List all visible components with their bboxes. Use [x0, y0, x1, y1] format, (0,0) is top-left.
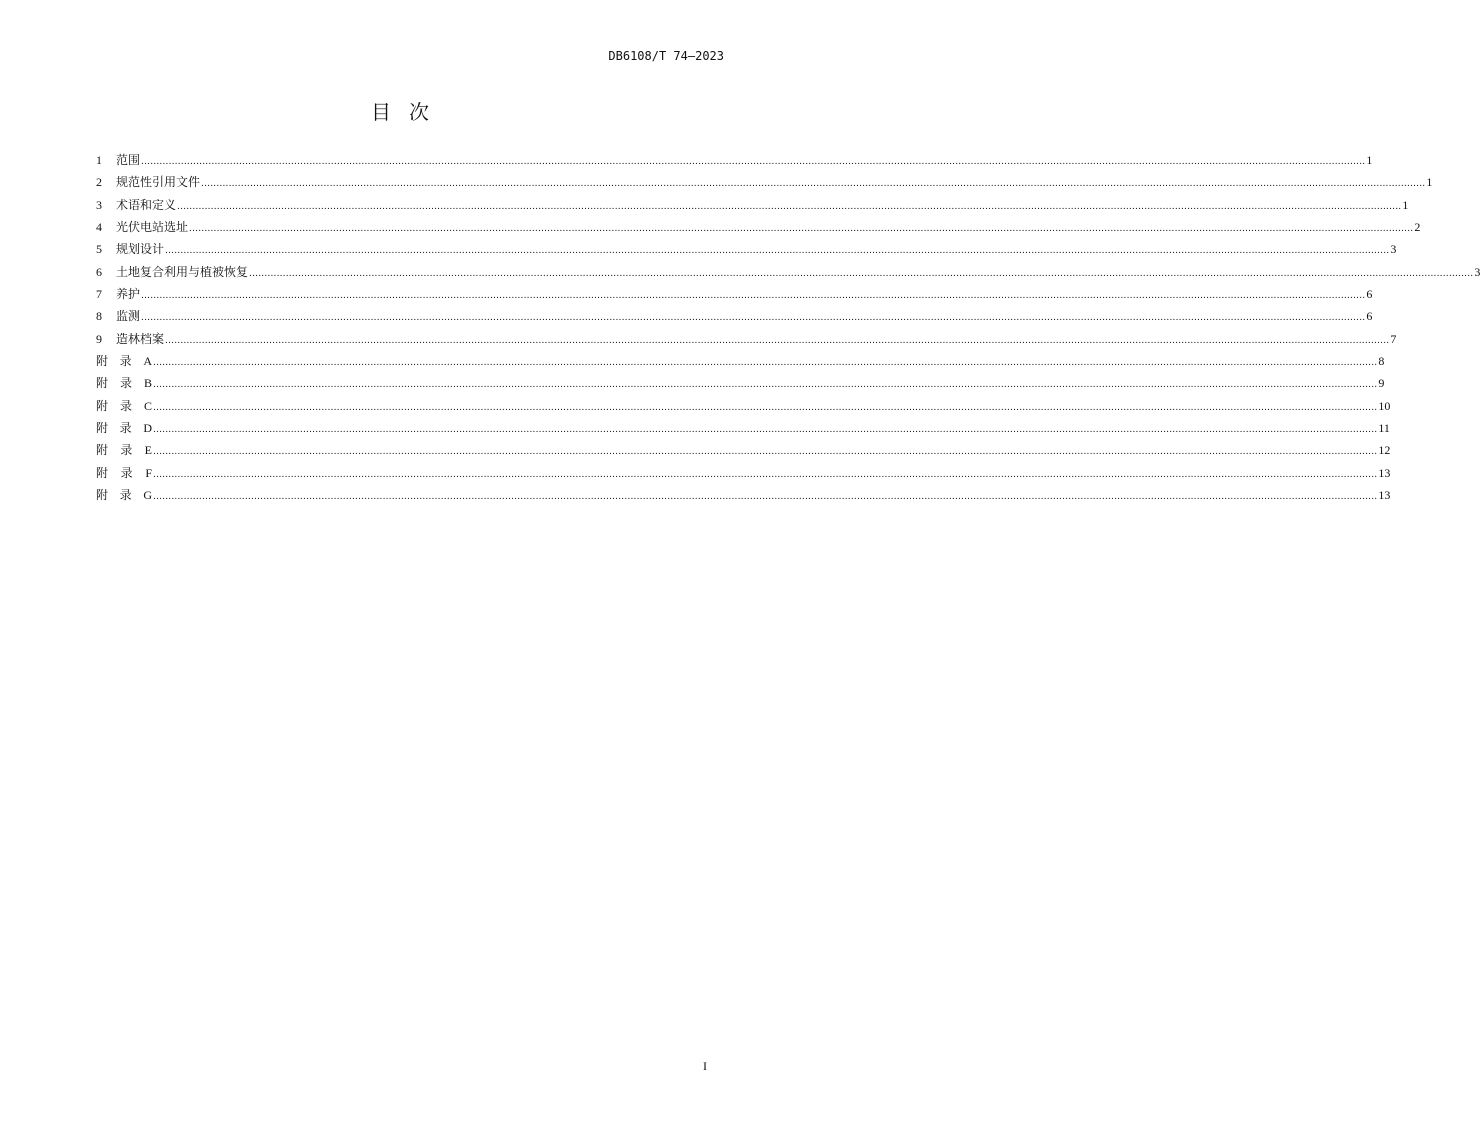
toc-entry-page: 13	[1378, 465, 1391, 480]
toc-entry-number: 4	[96, 220, 102, 235]
toc-entry-label: 土地复合利用与植被恢复	[116, 264, 249, 279]
toc-entry-page: 13	[1378, 488, 1391, 503]
toc-entry-page: 6	[1366, 287, 1373, 302]
toc-appendix-entry[interactable]	[96, 462, 1391, 484]
appendix-prefix: 附	[96, 465, 109, 480]
appendix-letter: E	[144, 443, 152, 458]
appendix-label	[96, 395, 152, 417]
toc-entry[interactable]	[96, 149, 1373, 171]
appendix-prefix: 附	[96, 354, 109, 369]
page-title: 目次	[371, 100, 447, 124]
toc-entry-page: 3	[1474, 264, 1480, 279]
toc-entry-number: 5	[96, 242, 102, 257]
page-number: I	[703, 1059, 707, 1073]
appendix-letter: C	[143, 398, 152, 413]
toc-entry-label: 术语和定义	[116, 197, 177, 212]
toc-entry-label: 规划设计	[116, 242, 165, 257]
dot-leader: ................................................................................................................................................................................................................................................................................................................................................................................................................	[153, 447, 1378, 458]
appendix-prefix: 附	[96, 421, 109, 436]
dot-leader: ................................................................................................................................................................................................................................................................................................................................................................................................................	[153, 425, 1378, 436]
toc-entry-number: 9	[96, 331, 102, 346]
toc-entry-page: 9	[1378, 376, 1385, 391]
toc-entry-page: 6	[1366, 309, 1373, 324]
appendix-word: 录	[119, 354, 132, 369]
appendix-word: 录	[120, 465, 133, 480]
appendix-label	[96, 350, 152, 372]
toc-entry-label: 造林档案	[116, 331, 165, 346]
toc-entry-page: 7	[1390, 331, 1397, 346]
toc-appendix-entry[interactable]	[96, 439, 1391, 461]
appendix-word: 录	[119, 398, 132, 413]
appendix-letter: F	[145, 465, 152, 480]
toc-entry[interactable]	[96, 194, 1409, 216]
appendix-letter: D	[143, 421, 152, 436]
appendix-prefix: 附	[96, 398, 109, 413]
dot-leader: ................................................................................................................................................................................................................................................................................................................................................................................................................	[165, 246, 1390, 257]
toc-entry[interactable]	[96, 261, 1480, 283]
appendix-word: 录	[119, 488, 132, 503]
appendix-label	[96, 462, 152, 484]
appendix-letter: A	[143, 354, 152, 369]
dot-leader: ................................................................................................................................................................................................................................................................................................................................................................................................................	[153, 380, 1378, 391]
dot-leader: ................................................................................................................................................................................................................................................................................................................................................................................................................	[153, 492, 1378, 503]
dot-leader: ................................................................................................................................................................................................................................................................................................................................................................................................................	[153, 358, 1378, 369]
appendix-word: 录	[119, 421, 132, 436]
appendix-label	[96, 417, 152, 439]
appendix-prefix: 附	[96, 443, 109, 458]
toc-entry-page: 12	[1378, 443, 1391, 458]
toc-entry-label: 光伏电站选址	[116, 220, 189, 235]
toc-entry-label: 养护	[116, 287, 141, 302]
toc-entry-number: 7	[96, 287, 102, 302]
appendix-letter: G	[143, 488, 152, 503]
toc-entry-page: 10	[1378, 398, 1391, 413]
toc-entry-page: 11	[1378, 421, 1390, 436]
dot-leader: ................................................................................................................................................................................................................................................................................................................................................................................................................	[141, 313, 1366, 324]
toc-entry-number: 1	[96, 153, 102, 167]
document-code: DB6108/T 74—2023	[608, 49, 724, 63]
toc-entry-page: 2	[1414, 220, 1421, 235]
table-of-contents	[96, 149, 1480, 507]
toc-appendix-entry[interactable]	[96, 395, 1391, 417]
dot-leader: ................................................................................................................................................................................................................................................................................................................................................................................................................	[165, 335, 1390, 346]
dot-leader: ................................................................................................................................................................................................................................................................................................................................................................................................................	[177, 201, 1402, 212]
toc-entry-page: 1	[1426, 175, 1433, 190]
toc-entry[interactable]	[96, 283, 1373, 305]
toc-entry-number: 8	[96, 309, 102, 324]
toc-appendix-entry[interactable]	[96, 372, 1385, 394]
toc-appendix-entry[interactable]	[96, 350, 1385, 372]
appendix-word: 录	[119, 376, 132, 391]
dot-leader: ................................................................................................................................................................................................................................................................................................................................................................................................................	[201, 179, 1426, 190]
dot-leader: ................................................................................................................................................................................................................................................................................................................................................................................................................	[189, 224, 1414, 235]
toc-entry-page: 8	[1378, 354, 1385, 369]
appendix-prefix: 附	[96, 488, 109, 503]
toc-entry-number: 2	[96, 175, 102, 190]
toc-entry-page: 1	[1366, 153, 1373, 167]
toc-entry[interactable]	[96, 171, 1433, 193]
dot-leader: ................................................................................................................................................................................................................................................................................................................................................................................................................	[141, 291, 1366, 302]
dot-leader: ................................................................................................................................................................................................................................................................................................................................................................................................................	[153, 469, 1378, 480]
appendix-label	[96, 484, 152, 506]
toc-entry-page: 3	[1390, 242, 1397, 257]
toc-entry-label: 范围	[116, 153, 141, 167]
dot-leader: ................................................................................................................................................................................................................................................................................................................................................................................................................	[153, 402, 1378, 413]
dot-leader: ................................................................................................................................................................................................................................................................................................................................................................................................................	[141, 157, 1366, 167]
toc-appendix-entry[interactable]	[96, 484, 1391, 506]
toc-entry[interactable]	[96, 216, 1421, 238]
toc-entry[interactable]	[96, 305, 1373, 327]
appendix-word: 录	[120, 443, 133, 458]
toc-entry-page: 1	[1402, 197, 1409, 212]
toc-entry[interactable]	[96, 238, 1397, 260]
dot-leader: ................................................................................................................................................................................................................................................................................................................................................................................................................	[249, 268, 1474, 279]
toc-entry[interactable]	[96, 328, 1397, 350]
appendix-letter: B	[143, 376, 152, 391]
appendix-label	[96, 439, 152, 461]
toc-entry-label: 规范性引用文件	[116, 175, 201, 190]
appendix-prefix: 附	[96, 376, 109, 391]
toc-appendix-entry[interactable]	[96, 417, 1390, 439]
toc-entry-number: 3	[96, 197, 102, 212]
toc-entry-label: 监测	[116, 309, 141, 324]
toc-entry-number: 6	[96, 264, 102, 279]
appendix-label	[96, 372, 152, 394]
